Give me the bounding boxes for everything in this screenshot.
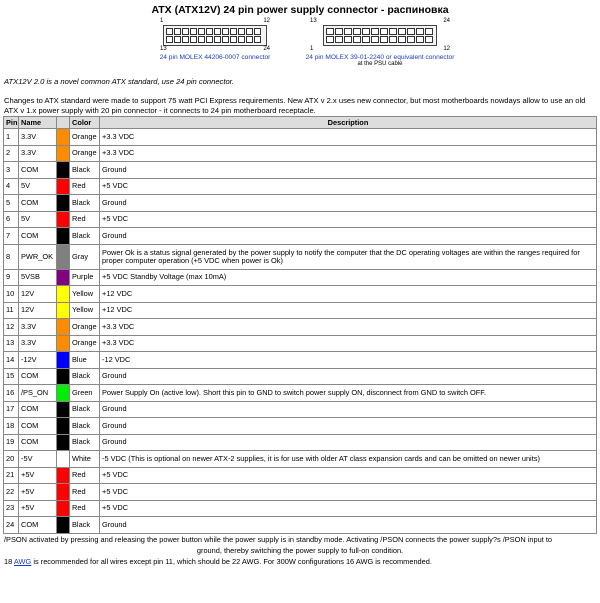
- connector-pin-cell: [166, 36, 173, 43]
- connector-pin-cell: [407, 36, 415, 43]
- connector-diagrams: [0, 17, 600, 75]
- pin-color: Gray: [70, 244, 100, 269]
- pin-description: Ground: [100, 401, 597, 418]
- pin-color: Orange: [70, 145, 100, 162]
- pin-description: +3.3 VDC: [100, 335, 597, 352]
- pin-description: +5 VDC: [100, 484, 597, 501]
- table-row: [4, 145, 597, 162]
- pin-color: Black: [70, 368, 100, 385]
- pin-number: 11: [4, 302, 19, 319]
- connector-pin-cell: [416, 28, 424, 35]
- connector-pin-cell: [371, 36, 379, 43]
- table-row: [4, 500, 597, 517]
- connector-pin-cell: [206, 36, 213, 43]
- color-swatch: [57, 335, 70, 352]
- color-swatch: [57, 401, 70, 418]
- pin-number: 1: [4, 129, 19, 146]
- header-description: Description: [100, 117, 597, 129]
- pin-number: 18: [4, 418, 19, 435]
- connector-pin-cell: [230, 28, 237, 35]
- color-swatch: [57, 178, 70, 195]
- connector-right: [300, 18, 460, 67]
- pin-label: 13: [310, 18, 317, 24]
- connector-pin-cell: [182, 28, 189, 35]
- header-name: Name: [19, 117, 57, 129]
- connector-right-subcaption: at the PSU cable: [357, 61, 403, 67]
- pin-color: Purple: [70, 269, 100, 286]
- pin-color: Red: [70, 211, 100, 228]
- connector-pin-cell: [198, 36, 205, 43]
- table-row: [4, 418, 597, 435]
- pin-color: Yellow: [70, 302, 100, 319]
- color-swatch: [57, 352, 70, 369]
- pin-description: -12 VDC: [100, 352, 597, 369]
- connector-pin-cell: [335, 36, 343, 43]
- connector-pin-cell: [230, 36, 237, 43]
- pin-name: 3.3V: [19, 129, 57, 146]
- connector-pin-cell: [246, 28, 253, 35]
- pin-description: Power Ok is a status signal generated by the power supply to notify the computer that the DC operating voltages are within the ranges required for proper computer operation (+5 VDC when power is Ok): [100, 244, 597, 269]
- color-swatch: [57, 385, 70, 402]
- pin-name: PWR_OK: [19, 244, 57, 269]
- pin-color: Red: [70, 500, 100, 517]
- pin-color: Black: [70, 162, 100, 179]
- pin-number: 3: [4, 162, 19, 179]
- pin-number: 6: [4, 211, 19, 228]
- pin-name: 5V: [19, 178, 57, 195]
- pin-color: Red: [70, 484, 100, 501]
- connector-pin-cell: [198, 28, 205, 35]
- connector-right-caption: 24 pin MOLEX 39-01-2240 or equivalent connector: [305, 54, 455, 61]
- pin-description: Ground: [100, 228, 597, 245]
- pin-name: 12V: [19, 286, 57, 303]
- pin-description: Ground: [100, 434, 597, 451]
- pin-color: White: [70, 451, 100, 468]
- pin-description: +5 VDC Standby Voltage (max 10mA): [100, 269, 597, 286]
- pin-label: 12: [263, 18, 270, 24]
- color-swatch: [57, 228, 70, 245]
- table-row: [4, 302, 597, 319]
- pin-number: 10: [4, 286, 19, 303]
- pin-number: 13: [4, 335, 19, 352]
- pin-name: COM: [19, 195, 57, 212]
- connector-pin-cell: [407, 28, 415, 35]
- connector-pin-cell: [254, 28, 261, 35]
- color-swatch: [57, 484, 70, 501]
- pin-description: Ground: [100, 162, 597, 179]
- awg-text: is recommended for all wires except pin 11, which should be 22 AWG. For 300W configurations 16 AWG is recommended.: [33, 556, 432, 566]
- color-swatch: [57, 434, 70, 451]
- pin-label: 12: [443, 46, 450, 52]
- pin-number: 14: [4, 352, 19, 369]
- table-row: [4, 451, 597, 468]
- table-row: [4, 162, 597, 179]
- pin-name: 3.3V: [19, 145, 57, 162]
- color-swatch: [57, 129, 70, 146]
- pin-name: COM: [19, 434, 57, 451]
- pson-note-line2: ground, thereby switching the power supply to full-on condition.: [196, 545, 404, 555]
- color-swatch: [57, 269, 70, 286]
- table-row: [4, 467, 597, 484]
- pin-color: Blue: [70, 352, 100, 369]
- connector-pin-cell: [353, 28, 361, 35]
- pin-label: 1: [160, 18, 164, 24]
- connector-pin-cell: [206, 28, 213, 35]
- pin-description: +5 VDC: [100, 500, 597, 517]
- pin-description: +5 VDC: [100, 211, 597, 228]
- awg-link[interactable]: AWG: [13, 556, 32, 566]
- pin-description: +12 VDC: [100, 286, 597, 303]
- pinout-table: [3, 116, 597, 534]
- pin-number: 15: [4, 368, 19, 385]
- pin-name: +5V: [19, 500, 57, 517]
- table-row: [4, 129, 597, 146]
- connector-right-image: [323, 25, 437, 46]
- connector-pin-cell: [182, 36, 189, 43]
- pin-description: +3.3 VDC: [100, 319, 597, 336]
- pin-number: 2: [4, 145, 19, 162]
- pin-number: 12: [4, 319, 19, 336]
- connector-pin-cell: [190, 36, 197, 43]
- color-swatch: [57, 418, 70, 435]
- pin-description: +5 VDC: [100, 178, 597, 195]
- pin-name: COM: [19, 517, 57, 534]
- table-row: [4, 368, 597, 385]
- color-swatch: [57, 195, 70, 212]
- pin-number: 7: [4, 228, 19, 245]
- color-swatch: [57, 451, 70, 468]
- pin-description: Ground: [100, 195, 597, 212]
- connector-pin-cell: [362, 28, 370, 35]
- connector-pin-cell: [222, 36, 229, 43]
- pin-number: 17: [4, 401, 19, 418]
- color-swatch: [57, 162, 70, 179]
- color-swatch: [57, 211, 70, 228]
- pin-description: Power Supply On (active low). Short this pin to GND to switch power supply ON, disconnect from GND to switch OFF.: [100, 385, 597, 402]
- connector-pin-cell: [166, 28, 173, 35]
- table-row: [4, 286, 597, 303]
- pson-note-line1: /PSON activated by pressing and releasing the power button while the power supply is in standby mode. Activating /PSON connects the power supply?s /PSON input to: [4, 534, 553, 544]
- pin-number: 22: [4, 484, 19, 501]
- color-swatch: [57, 302, 70, 319]
- connector-left-image: [163, 25, 267, 46]
- pin-color: Orange: [70, 319, 100, 336]
- table-row: [4, 517, 597, 534]
- pin-number: 21: [4, 467, 19, 484]
- connector-pin-cell: [398, 28, 406, 35]
- connector-pin-cell: [344, 28, 352, 35]
- connector-pin-cell: [389, 28, 397, 35]
- pin-color: Orange: [70, 335, 100, 352]
- intro-text: [0, 77, 600, 116]
- pin-number: 23: [4, 500, 19, 517]
- color-swatch: [57, 517, 70, 534]
- connector-pin-cell: [326, 28, 334, 35]
- connector-pin-cell: [222, 28, 229, 35]
- pin-name: +5V: [19, 484, 57, 501]
- pin-color: Orange: [70, 129, 100, 146]
- connector-pin-cell: [362, 36, 370, 43]
- table-header-row: [4, 117, 597, 129]
- pin-number: 24: [4, 517, 19, 534]
- pin-name: 5V: [19, 211, 57, 228]
- color-swatch: [57, 244, 70, 269]
- table-row: [4, 244, 597, 269]
- awg-number: 18: [4, 556, 13, 566]
- connector-pin-cell: [398, 36, 406, 43]
- pin-name: 5VSB: [19, 269, 57, 286]
- pin-name: COM: [19, 228, 57, 245]
- page-title: ATX (ATX12V) 24 pin power supply connector - распиновка: [151, 4, 449, 16]
- pin-label: 13: [160, 46, 167, 52]
- table-row: [4, 319, 597, 336]
- intro-paragraph: Changes to ATX standard were made to support 75 watt PCI Express requirements. New ATX v 2.x uses new connector, but most motherboards nowdays allow to use an old ATX v 1.x power supply with 20 pin connector - it connects to 24 pin motherboard receptacle.: [4, 96, 586, 115]
- connector-pin-cell: [174, 36, 181, 43]
- table-row: [4, 434, 597, 451]
- connector-pin-cell: [326, 36, 334, 43]
- connector-pin-cell: [238, 28, 245, 35]
- pin-name: COM: [19, 418, 57, 435]
- table-row: [4, 385, 597, 402]
- pin-name: 3.3V: [19, 335, 57, 352]
- connector-pin-cell: [353, 36, 361, 43]
- connector-pin-cell: [335, 28, 343, 35]
- pin-name: COM: [19, 368, 57, 385]
- connector-left-caption: 24 pin MOLEX 44206-0007 connector: [159, 54, 271, 61]
- connector-pin-cell: [371, 28, 379, 35]
- connector-pin-cell: [238, 36, 245, 43]
- pin-number: 8: [4, 244, 19, 269]
- footer-notes: [0, 534, 600, 567]
- pin-name: /PS_ON: [19, 385, 57, 402]
- table-row: [4, 335, 597, 352]
- connector-pin-cell: [254, 36, 261, 43]
- pin-color: Yellow: [70, 286, 100, 303]
- pin-color: Black: [70, 195, 100, 212]
- pin-name: COM: [19, 162, 57, 179]
- color-swatch: [57, 145, 70, 162]
- pin-name: 3.3V: [19, 319, 57, 336]
- pin-name: 12V: [19, 302, 57, 319]
- connector-pin-cell: [425, 36, 433, 43]
- pin-number: 19: [4, 434, 19, 451]
- header-color: Color: [70, 117, 100, 129]
- pin-number: 20: [4, 451, 19, 468]
- pin-color: Red: [70, 467, 100, 484]
- pin-label: 24: [263, 46, 270, 52]
- pin-name: COM: [19, 401, 57, 418]
- pin-number: 9: [4, 269, 19, 286]
- table-row: [4, 195, 597, 212]
- connector-pin-cell: [380, 36, 388, 43]
- table-row: [4, 228, 597, 245]
- pin-number: 16: [4, 385, 19, 402]
- connector-pin-cell: [174, 28, 181, 35]
- table-row: [4, 178, 597, 195]
- pin-description: Ground: [100, 368, 597, 385]
- connector-pin-cell: [416, 36, 424, 43]
- connector-pin-cell: [425, 28, 433, 35]
- pin-color: Black: [70, 401, 100, 418]
- pin-name: -12V: [19, 352, 57, 369]
- pin-color: Green: [70, 385, 100, 402]
- connector-pin-cell: [246, 36, 253, 43]
- pin-description: +3.3 VDC: [100, 145, 597, 162]
- awg-note: [4, 556, 596, 567]
- table-row: [4, 211, 597, 228]
- connector-left: [150, 18, 280, 61]
- pin-description: Ground: [100, 517, 597, 534]
- pin-description: -5 VDC (This is optional on newer ATX-2 supplies, it is for use with older AT class expansion cards and can be omitted on newer units): [100, 451, 597, 468]
- connector-pin-cell: [389, 36, 397, 43]
- table-row: [4, 401, 597, 418]
- pin-color: Black: [70, 434, 100, 451]
- pin-name: -5V: [19, 451, 57, 468]
- intro-line: ATX12V 2.0 is a novel common ATX standard, use 24 pin connector.: [4, 77, 235, 86]
- connector-pin-cell: [214, 36, 221, 43]
- header-swatch: [57, 117, 70, 129]
- pin-label: 24: [443, 18, 450, 24]
- pin-name: +5V: [19, 467, 57, 484]
- pin-number: 5: [4, 195, 19, 212]
- table-row: [4, 269, 597, 286]
- table-row: [4, 352, 597, 369]
- pin-color: Black: [70, 228, 100, 245]
- pin-description: +5 VDC: [100, 467, 597, 484]
- connector-pin-cell: [214, 28, 221, 35]
- pin-description: Ground: [100, 418, 597, 435]
- pin-color: Red: [70, 178, 100, 195]
- pin-color: Black: [70, 517, 100, 534]
- color-swatch: [57, 286, 70, 303]
- header-pin: Pin: [4, 117, 19, 129]
- pin-description: +12 VDC: [100, 302, 597, 319]
- connector-pin-cell: [190, 28, 197, 35]
- color-swatch: [57, 467, 70, 484]
- pin-number: 4: [4, 178, 19, 195]
- table-row: [4, 484, 597, 501]
- pin-color: Black: [70, 418, 100, 435]
- connector-pin-cell: [380, 28, 388, 35]
- color-swatch: [57, 319, 70, 336]
- connector-pin-cell: [344, 36, 352, 43]
- pin-description: +3.3 VDC: [100, 129, 597, 146]
- color-swatch: [57, 368, 70, 385]
- pin-label: 1: [310, 46, 314, 52]
- color-swatch: [57, 500, 70, 517]
